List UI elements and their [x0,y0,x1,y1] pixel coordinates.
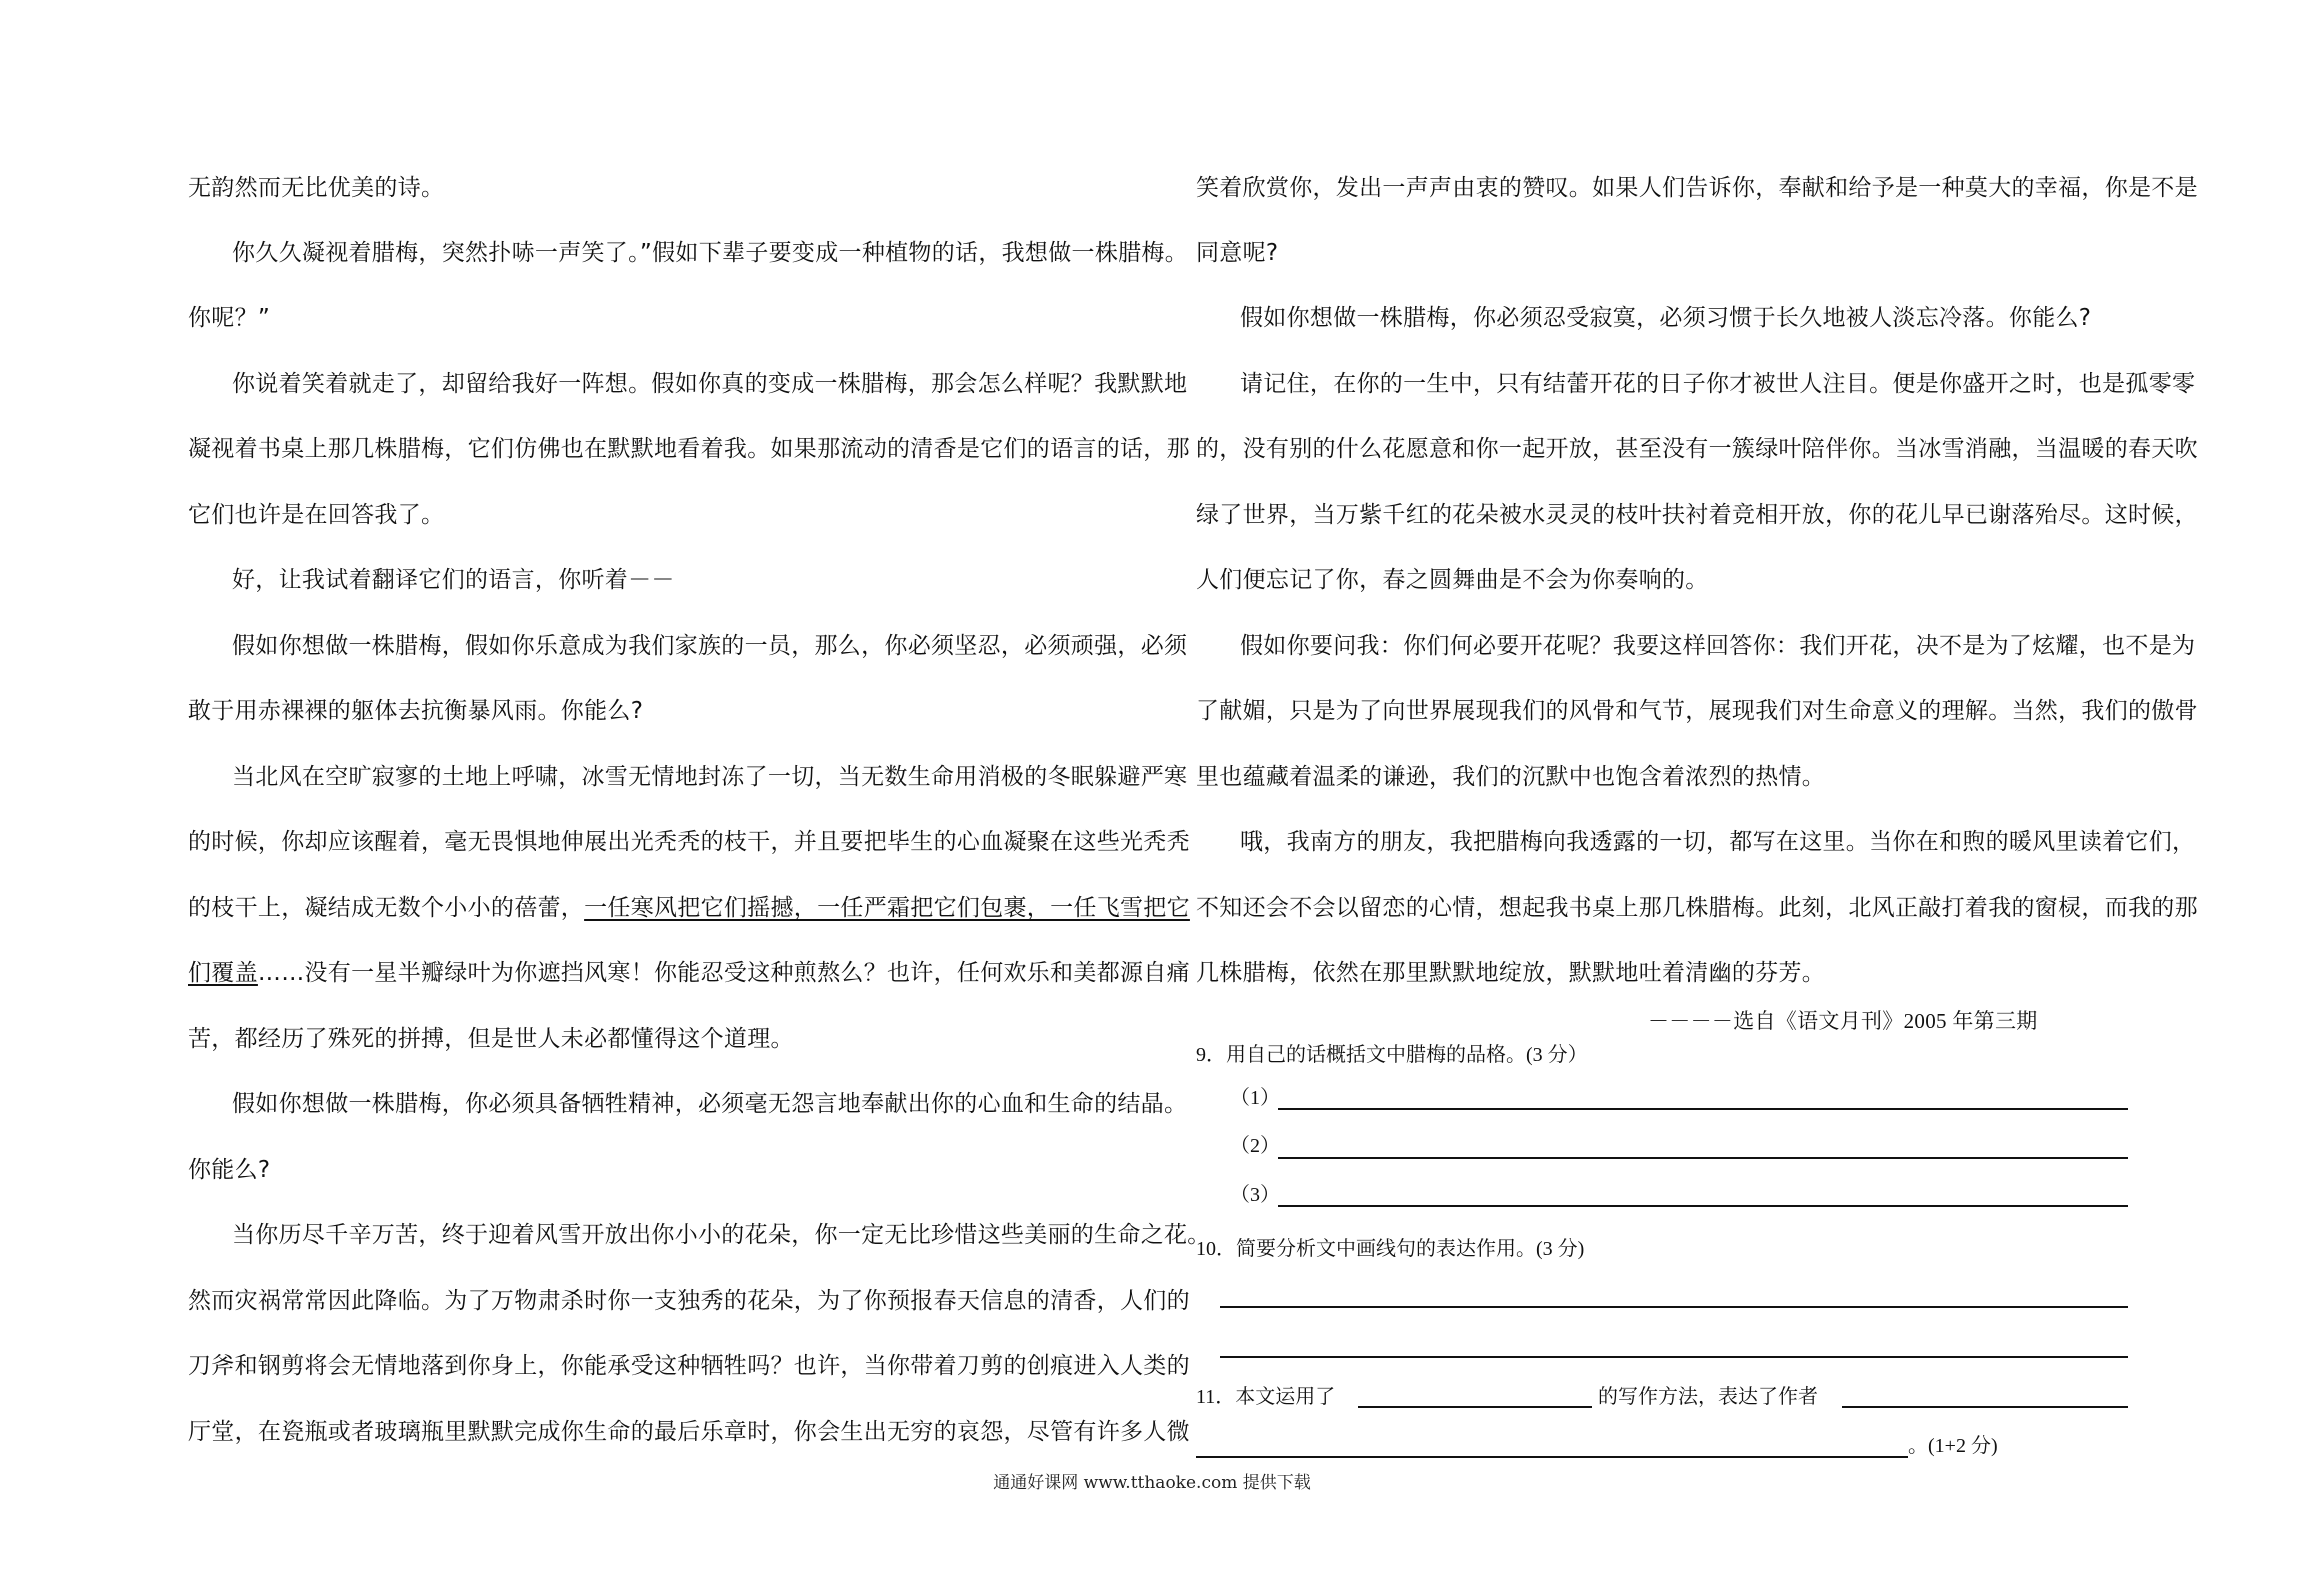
text-line: 你能么? [188,1157,271,1183]
text-segment: 的枝干上，凝结成无数个小小的蓓蕾， [188,895,585,921]
answer-label-3: （3） [1230,1184,1280,1206]
answer-blank-3[interactable] [1278,1205,2128,1207]
text-line: 请记住，在你的一生中，只有结蕾开花的日子你才被世人注目。便是你盛开之时，也是孤零零 [1240,371,2196,397]
text-line: 哦，我南方的朋友，我把腊梅向我透露的一切，都写在这里。当你在和煦的暖风里读着它们， [1240,829,2196,855]
text-line: 假如你要问我：你们何必要开花呢？我要这样回答你：我们开花，决不是为了炫耀，也不是为 [1240,633,2196,659]
text-line: 绿了世界，当万紫千红的花朵被水灵灵的枝叶扶衬着竞相开放，你的花儿早已谢落殆尽。这时候， [1196,502,2198,528]
answer-blank-10b[interactable] [1220,1356,2128,1358]
answer-label-1: （1） [1230,1087,1280,1109]
text-line: 然而灾祸常常因此降临。为了万物肃杀时你一支独秀的花朵，为了你预报春天信息的清香，人们的 [188,1288,1190,1314]
text-line: 当你历尽千辛万苦，终于迎着风雪开放出你小小的花朵，你一定无比珍惜这些美丽的生命之花。 [232,1222,1211,1248]
text-line: 敢于用赤裸裸的躯体去抗衡暴风雨。你能么? [188,698,644,724]
answer-blank-11-method[interactable] [1358,1406,1592,1408]
text-line: 了献媚，只是为了向世界展现我们的风骨和气节，展现我们对生命意义的理解。当然，我们的傲骨 [1196,698,2198,724]
text-line: 凝视着书桌上那几株腊梅，它们仿佛也在默默地看着我。如果那流动的清香是它们的语言的话，那 [188,436,1190,462]
text-line: 同意呢? [1196,240,1279,266]
question-11-part-b: 的写作方法，表达了作者 [1598,1386,1818,1408]
text-line: 刀斧和钢剪将会无情地落到你身上，你能承受这种牺牲吗？也许，当你带着刀剪的创痕进入人类的 [188,1353,1190,1379]
answer-blank-11-author[interactable] [1842,1406,2128,1408]
text-line: 无韵然而无比优美的诗。 [188,175,445,201]
text-line: 里也蕴藏着温柔的谦逊，我们的沉默中也饱含着浓烈的热情。 [1196,764,1826,790]
answer-blank-2[interactable] [1278,1157,2128,1159]
text-line: 笑着欣赏你，发出一声声由衷的赞叹。如果人们告诉你，奉献和给予是一种莫大的幸福，你是不是 [1196,175,2198,201]
text-line: 你呢？” [188,305,271,331]
question-10: 10．简要分析文中画线句的表达作用。(3 分) [1196,1238,1585,1260]
answer-blank-10a[interactable] [1220,1306,2128,1308]
text-line: 假如你想做一株腊梅，你必须具备牺牲精神，必须毫无怨言地奉献出你的心血和生命的结晶。 [232,1091,1188,1117]
answer-label-2: （2） [1230,1135,1280,1157]
source-citation: －－－－选自《语文月刊》2005 年第三期 [1648,1009,2038,1033]
text-line: 几株腊梅，依然在那里默默地绽放，默默地吐着清幽的芬芳。 [1196,960,1826,986]
text-line [188,893,1190,923]
text-line: 人们便忘记了你，春之圆舞曲是不会为你奏响的。 [1196,567,1709,593]
text-line: 好，让我试着翻译它们的语言，你听着－－ [232,567,675,593]
text-line: 的时候，你却应该醒着，毫无畏惧地伸展出光秃秃的枝干，并且要把毕生的心血凝聚在这些光秃秃 [188,829,1190,855]
text-line: 你说着笑着就走了，却留给我好一阵想。假如你真的变成一株腊梅，那会怎么样呢？我默默地 [232,371,1188,397]
text-line: 的，没有别的什么花愿意和你一起开放，甚至没有一簇绿叶陪伴你。当冰雪消融，当温暖的春天吹 [1196,436,2198,462]
answer-blank-1[interactable] [1278,1108,2128,1110]
text-line: 假如你想做一株腊梅，你必须忍受寂寞，必须习惯于长久地被人淡忘冷落。你能么? [1240,305,2092,331]
text-line: 当北风在空旷寂寥的土地上呼啸，冰雪无情地封冻了一切，当无数生命用消极的冬眠躲避严寒 [232,764,1188,790]
text-segment: ……没有一星半瓣绿叶为你遮挡风寒！你能忍受这种煎熬么？也许，任何欢乐和美都源自痛 [257,960,1190,986]
question-11-part-a: 11．本文运用了 [1196,1386,1336,1408]
question-9: 9．用自己的话概括文中腊梅的品格。(3 分） [1196,1044,1588,1066]
text-line [188,958,1190,988]
footer-credit: 通通好课网 www.tthaoke.com 提供下载 [993,1473,1311,1493]
text-line: 你久久凝视着腊梅，突然扑哧一声笑了。”假如下辈子要变成一种植物的话，我想做一株腊梅。 [232,240,1189,266]
underlined-sentence: 们覆盖 [188,960,258,986]
text-line: 厅堂，在瓷瓶或者玻璃瓶里默默完成你生命的最后乐章时，你会生出无穷的哀怨，尽管有许多人微 [188,1419,1190,1445]
text-line: 苦，都经历了殊死的拼搏，但是世人未必都懂得这个道理。 [188,1026,794,1052]
text-line: 不知还会不会以留恋的心情，想起我书桌上那几株腊梅。此刻，北风正敲打着我的窗棂，而我的那 [1196,895,2198,921]
question-11-part-c: 。(1+2 分) [1908,1435,1998,1457]
underlined-sentence: 一任寒风把它们摇撼，一任严霜把它们包裹，一任飞雪把它 [584,895,1190,921]
text-line: 假如你想做一株腊梅，假如你乐意成为我们家族的一员，那么，你必须坚忍，必须顽强，必须 [232,633,1188,659]
text-line: 它们也许是在回答我了。 [188,502,445,528]
answer-blank-11-cont[interactable] [1196,1456,1908,1458]
